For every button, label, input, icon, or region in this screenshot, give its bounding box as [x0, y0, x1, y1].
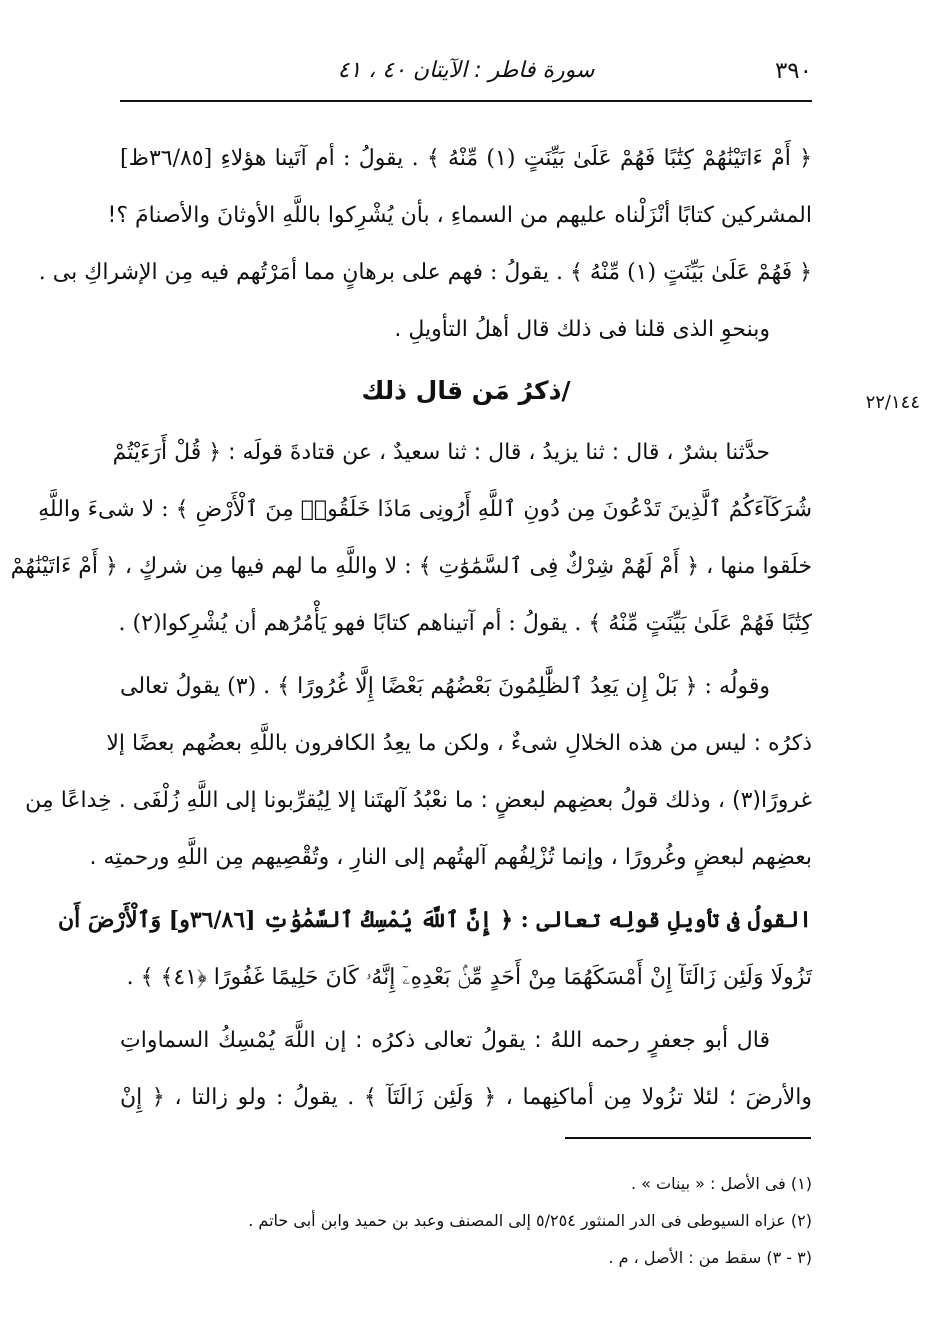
- running-header: [120, 52, 812, 102]
- text-line: وقولُه : ﴿ بَلْ إِن يَعِدُ ٱلظَّٰلِمُونَ بَعْضُهُم بَعْضًا إِلَّا غُرُورًا ﴾ . (٣) يقولُ تعالى: [120, 674, 770, 699]
- text-line: ﴿ أَمْ ءَاتَيْنَٰهُمْ كِتَٰبًا فَهُمْ عَلَىٰ بَيِّنَتٍ (١) مِّنْهُ ﴾ . يقولُ : أم آتَينا هؤلاءِ [٣٦/٨٥ظ]: [120, 146, 812, 171]
- footnote: (٢) عزاه السيوطى فى الدر المنثور ٥/٢٥٤ إلى المصنف وعبد بن حميد وابن أبى حاتم .: [248, 1211, 812, 1230]
- text-line: القولُ فى تأويلِ قولِه تعالى : ﴿ إِنَّ ٱللَّهَ يُمْسِكُ ٱلسَّمَٰوَٰتِ [٣٦/٨٦و] وَٱلْأَرْضَ أَن: [57, 907, 812, 933]
- section-heading: /ذكرُ مَن قال ذلك: [361, 376, 571, 405]
- text-line: ﴿ فَهُمْ عَلَىٰ بَيِّنَتٍ (١) مِّنْهُ ﴾ . يقولُ : فهم على برهانٍ مما أمَرْتُهم فيه مِن الإشراكِ بى .: [38, 260, 812, 285]
- text-line: قال أبو جعفرٍ رحمه اللهُ : يقولُ تعالى ذكرُه : إن اللَّهَ يُمْسِكُ السماواتِ: [120, 1028, 770, 1053]
- text-line: والأرضَ ؛ لئلا تزُولا مِن أماكنِهما ، ﴿ وَلَئِن زَالَتَآ ﴾ . يقولُ : ولو زالتا ، ﴿ إِنْ: [120, 1085, 812, 1110]
- text-line: وبنحوِ الذى قلنا فى ذلك قال أهلُ التأويلِ .: [394, 317, 770, 342]
- margin-reference: ٢٢/١٤٤: [865, 392, 920, 413]
- text-line: حدَّثنا بشرٌ ، قال : ثنا يزيدُ ، قال : ثنا سعيدٌ ، عن قتادةَ قولَه : ﴿ قُلْ أَرَءَيْتُمْ: [112, 440, 770, 465]
- text-line: بعضِهم لبعضٍ وغُرورًا ، وإنما تُزْلِفُهم آلهتُهم إلى النارِ ، وتُقْصِيهم مِن اللَّهِ ورحمتِه .: [89, 845, 812, 870]
- text-line: المشركين كتابًا أنْزَلْناه عليهم من السماءِ ، بأن يُشْرِكوا باللَّهِ الأوثانَ والأصنامَ ؟!: [107, 203, 812, 228]
- footnote: (١) فى الأصل : « بينات » .: [630, 1174, 812, 1193]
- text-line: غرورًا(٣) ، وذلك قولُ بعضِهم لبعضٍ : ما نعْبُدُ آلهتَنا إلا لِيُقرِّبونا إلى اللَّهِ زُلْفَى . خِداعًا مِن: [25, 788, 812, 813]
- footnotes: [120, 1165, 812, 1276]
- text-line: ذكرُه : ليس من هذه الخلالِ شىءٌ ، ولكن ما يعِدُ الكافرون باللَّهِ بعضُهم بعضًا إلا: [106, 731, 812, 756]
- footnote-separator: [565, 1137, 811, 1139]
- text-line: كِتَٰبًا فَهُمْ عَلَىٰ بَيِّنَتٍ مِّنْهُ ﴾ . يقولُ : أم آتيناهم كتابًا فهو يَأْمُرُهم أن يُشْرِكوا(٢) .: [118, 611, 812, 636]
- text-line: خلَقوا منها ، ﴿ أَمْ لَهُمْ شِرْكٌ فِى ٱلسَّمَٰوَٰتِ ﴾ : لا واللَّهِ ما لهم فيها مِن شركٍ ، ﴿ أَمْ ءَاتَيْنَٰهُمْ: [10, 554, 812, 579]
- text-line: شُرَكَآءَكُمُ ٱلَّذِينَ تَدْعُونَ مِن دُونِ ٱللَّهِ أَرُونِى مَاذَا خَلَقُوا۟ مِنَ ٱلْأَرْضِ ﴾ : لا شىءَ واللَّهِ: [38, 497, 812, 522]
- running-title: سورة فاطر : الآيتان ٤٠ ، ٤١: [337, 58, 595, 83]
- main-text: [10, 130, 812, 1126]
- footnote: (٣ - ٣) سقط من : الأصل ، م .: [608, 1248, 812, 1267]
- text-line: تَزُولَا وَلَئِن زَالَتَآ إِنْ أَمْسَكَهُمَا مِنْ أَحَدٍ مِّنۢ بَعْدِهِۦٓ إِنَّهُۥ كَانَ حَلِيمًا غَفُورًا ﴿٤١﴾ ﴾ .: [126, 965, 812, 990]
- page-number: ٣٩٠: [774, 58, 812, 84]
